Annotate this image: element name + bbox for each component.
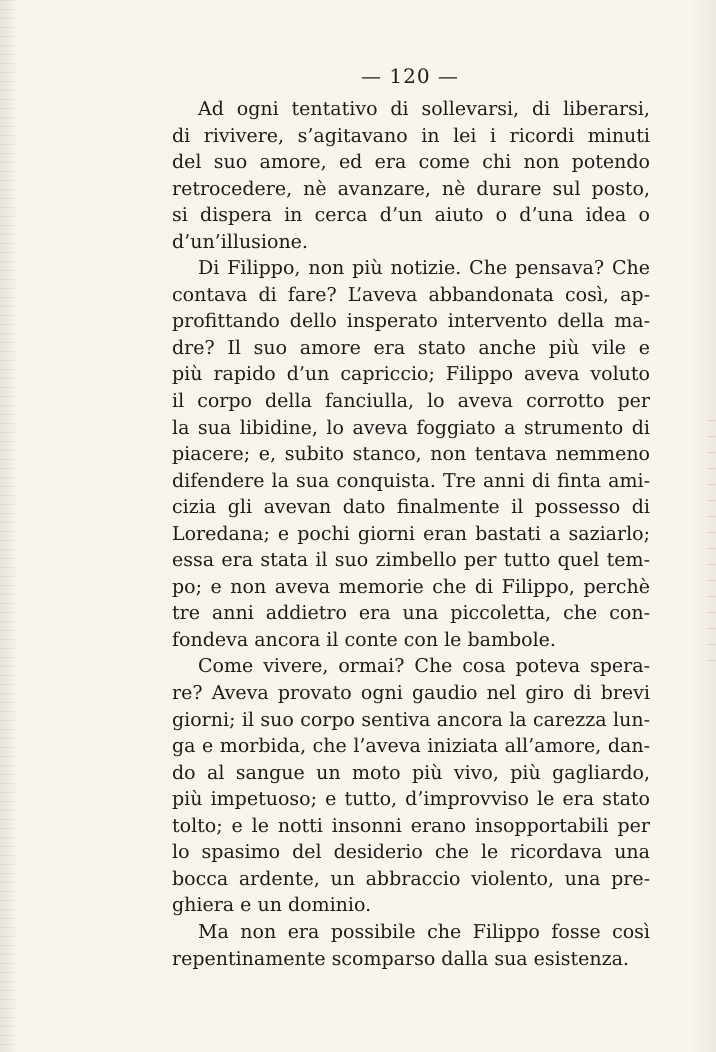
text-line: essa era stata il suo zimbello per tutto quel tem- [172, 549, 650, 572]
text-line: più impetuoso; e tutto, d’improvviso le era stato [172, 788, 650, 811]
text-line: tolto; e le notti insonni erano insopportabili per [172, 814, 650, 837]
text-line: re? Aveva provato ogni gaudio nel giro di brevi [172, 682, 650, 705]
text-line: Ad ogni tentativo di sollevarsi, di liberarsi, [198, 98, 650, 120]
text-line: Di Filippo, non più notizie. Che pensava? Che [198, 257, 650, 280]
text-line: po; e non aveva memorie che di Filippo, perchè [172, 575, 650, 598]
text-line: cizia gli avevan dato finalmente il possesso di [172, 496, 650, 519]
text-line: Loredana; e pochi giorni eran bastati a saziarlo; [172, 522, 650, 545]
text-line: Ma non era possibile che Filippo fosse così [198, 920, 650, 943]
page-edge-right [708, 420, 716, 670]
text-line: giorni; il suo corpo sentiva ancora la carezza lun- [172, 708, 650, 731]
text-line: più rapido d’un capriccio; Filippo aveva voluto [172, 363, 650, 386]
page-number: — 120 — [361, 64, 459, 88]
text-line: dre? Il suo amore era stato anche più vile e [172, 336, 650, 359]
text-line: fondeva ancora il conte con le bambole. [172, 628, 556, 651]
text-line: il corpo della fanciulla, lo aveva corrotto per [172, 390, 650, 413]
text-line: difendere la sua conquista. Tre anni di finta ami- [172, 469, 650, 492]
text-line: piacere; e, subito stanco, non tentava nemmeno [172, 443, 650, 466]
text-line: Come vivere, ormai? Che cosa poteva spera- [198, 655, 650, 678]
text-line: ga e morbida, che l’aveva iniziata all’amore, dan- [172, 735, 650, 758]
body-text [172, 96, 650, 972]
page-edge-left [0, 0, 14, 1052]
text-line: contava di fare? L’aveva abbandonata così, ap- [172, 283, 650, 306]
page-number-header [0, 64, 716, 88]
text-line: lo spasimo del desiderio che le ricordava una [172, 841, 650, 864]
text-line: d’un’illusione. [172, 230, 308, 253]
text-line: retrocedere, nè avanzare, nè durare sul posto, [172, 177, 650, 200]
text-line: tre anni addietro era una piccoletta, che con- [172, 602, 650, 625]
text-line: di rivivere, s’agitavano in lei i ricordi minuti [172, 124, 650, 147]
text-line: ghiera e un dominio. [172, 894, 372, 917]
text-line: repentinamente scomparso dalla sua esistenza. [172, 947, 629, 970]
text-line: si dispera in cerca d’un aiuto o d’una idea o [172, 204, 650, 227]
text-line: del suo amore, ed era come chi non potendo [172, 151, 650, 174]
text-line: la sua libidine, lo aveva foggiato a strumento di [172, 416, 650, 439]
text-line: bocca ardente, un abbraccio violento, una pre- [172, 867, 650, 890]
text-line: do al sangue un moto più vivo, più gagliardo, [172, 761, 650, 784]
text-line: profittando dello insperato intervento della ma- [172, 310, 650, 333]
